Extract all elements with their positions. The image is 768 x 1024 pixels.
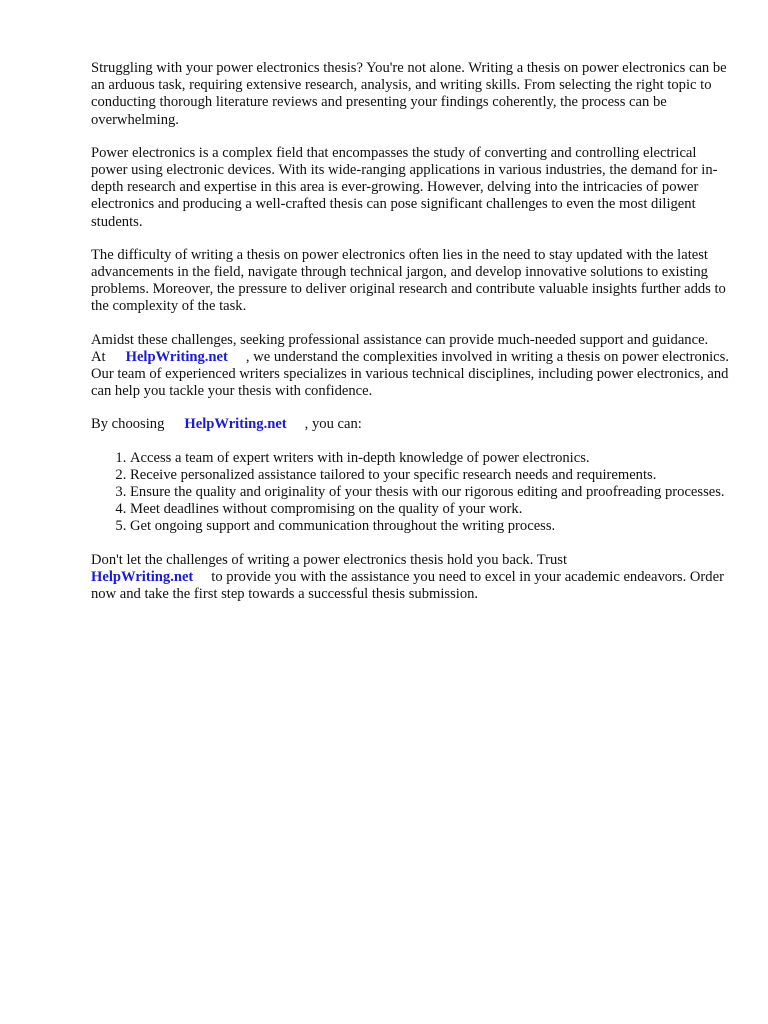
closing-paragraph	[91, 552, 731, 604]
list-item: 5. Get ongoing support and communication throughout the writing process.	[130, 518, 731, 535]
field-overview-paragraph: Power electronics is a complex field that encompasses the study of converting and controlling electrical power using electronic devices. With its wide-ranging applications in various industries, the demand for in-depth research and expertise in this area is ever-growing. However, delving into the intricacies of power electronics and producing a well-crafted thesis can pose significant challenges to even the most diligent students.	[91, 144, 718, 230]
list-item: 2. Receive personalized assistance tailored to your specific research needs and requirements.	[130, 467, 731, 484]
closing-text-after: to provide you with the assistance you need to excel in your academic endeavors. Order now and take the first step towards a successful thesis submission.	[91, 568, 724, 603]
helpwriting-link[interactable]: HelpWriting.net	[184, 416, 287, 433]
benefits-list	[91, 450, 731, 536]
intro-paragraph: Struggling with your power electronics thesis? You're not alone. Writing a thesis on power electronics can be an arduous task, requiring extensive research, analysis, and writing skills. From selecting the right topic to conducting thorough literature reviews and presenting your findings coherently, the process can be overwhelming.	[91, 60, 727, 128]
helpwriting-link[interactable]: HelpWriting.net	[125, 348, 228, 365]
assistance-text-before: Amidst these challenges, seeking professional assistance can provide much-needed support and guidance. At	[91, 331, 709, 365]
closing-text-before: Don't let the challenges of writing a power electronics thesis hold you back. Trust	[91, 551, 568, 568]
document-body	[91, 60, 731, 619]
list-item: 4. Meet deadlines without compromising on the quality of your work.	[130, 501, 731, 518]
choosing-text-after: , you can:	[304, 416, 362, 433]
assistance-paragraph	[91, 332, 731, 401]
choosing-paragraph	[91, 416, 731, 433]
choosing-text-before: By choosing	[91, 416, 165, 433]
difficulty-paragraph: The difficulty of writing a thesis on power electronics often lies in the need to stay updated with the latest advancements in the field, navigate through technical jargon, and develop innovative solutions to existing problems. Moreover, the pressure to deliver original research and contribute valuable insights further adds to the complexity of the task.	[91, 246, 726, 315]
helpwriting-link[interactable]: HelpWriting.net	[91, 568, 194, 585]
assistance-text-after: , we understand the complexities involved in writing a thesis on power electronics. Our team of experienced writers specializes in various technical disciplines, including power electronics, and can help you tackle your thesis with confidence.	[91, 348, 729, 400]
list-item: 3. Ensure the quality and originality of your thesis with our rigorous editing and proofreading processes.	[130, 484, 731, 501]
list-item: 1. Access a team of expert writers with in-depth knowledge of power electronics.	[130, 450, 731, 467]
